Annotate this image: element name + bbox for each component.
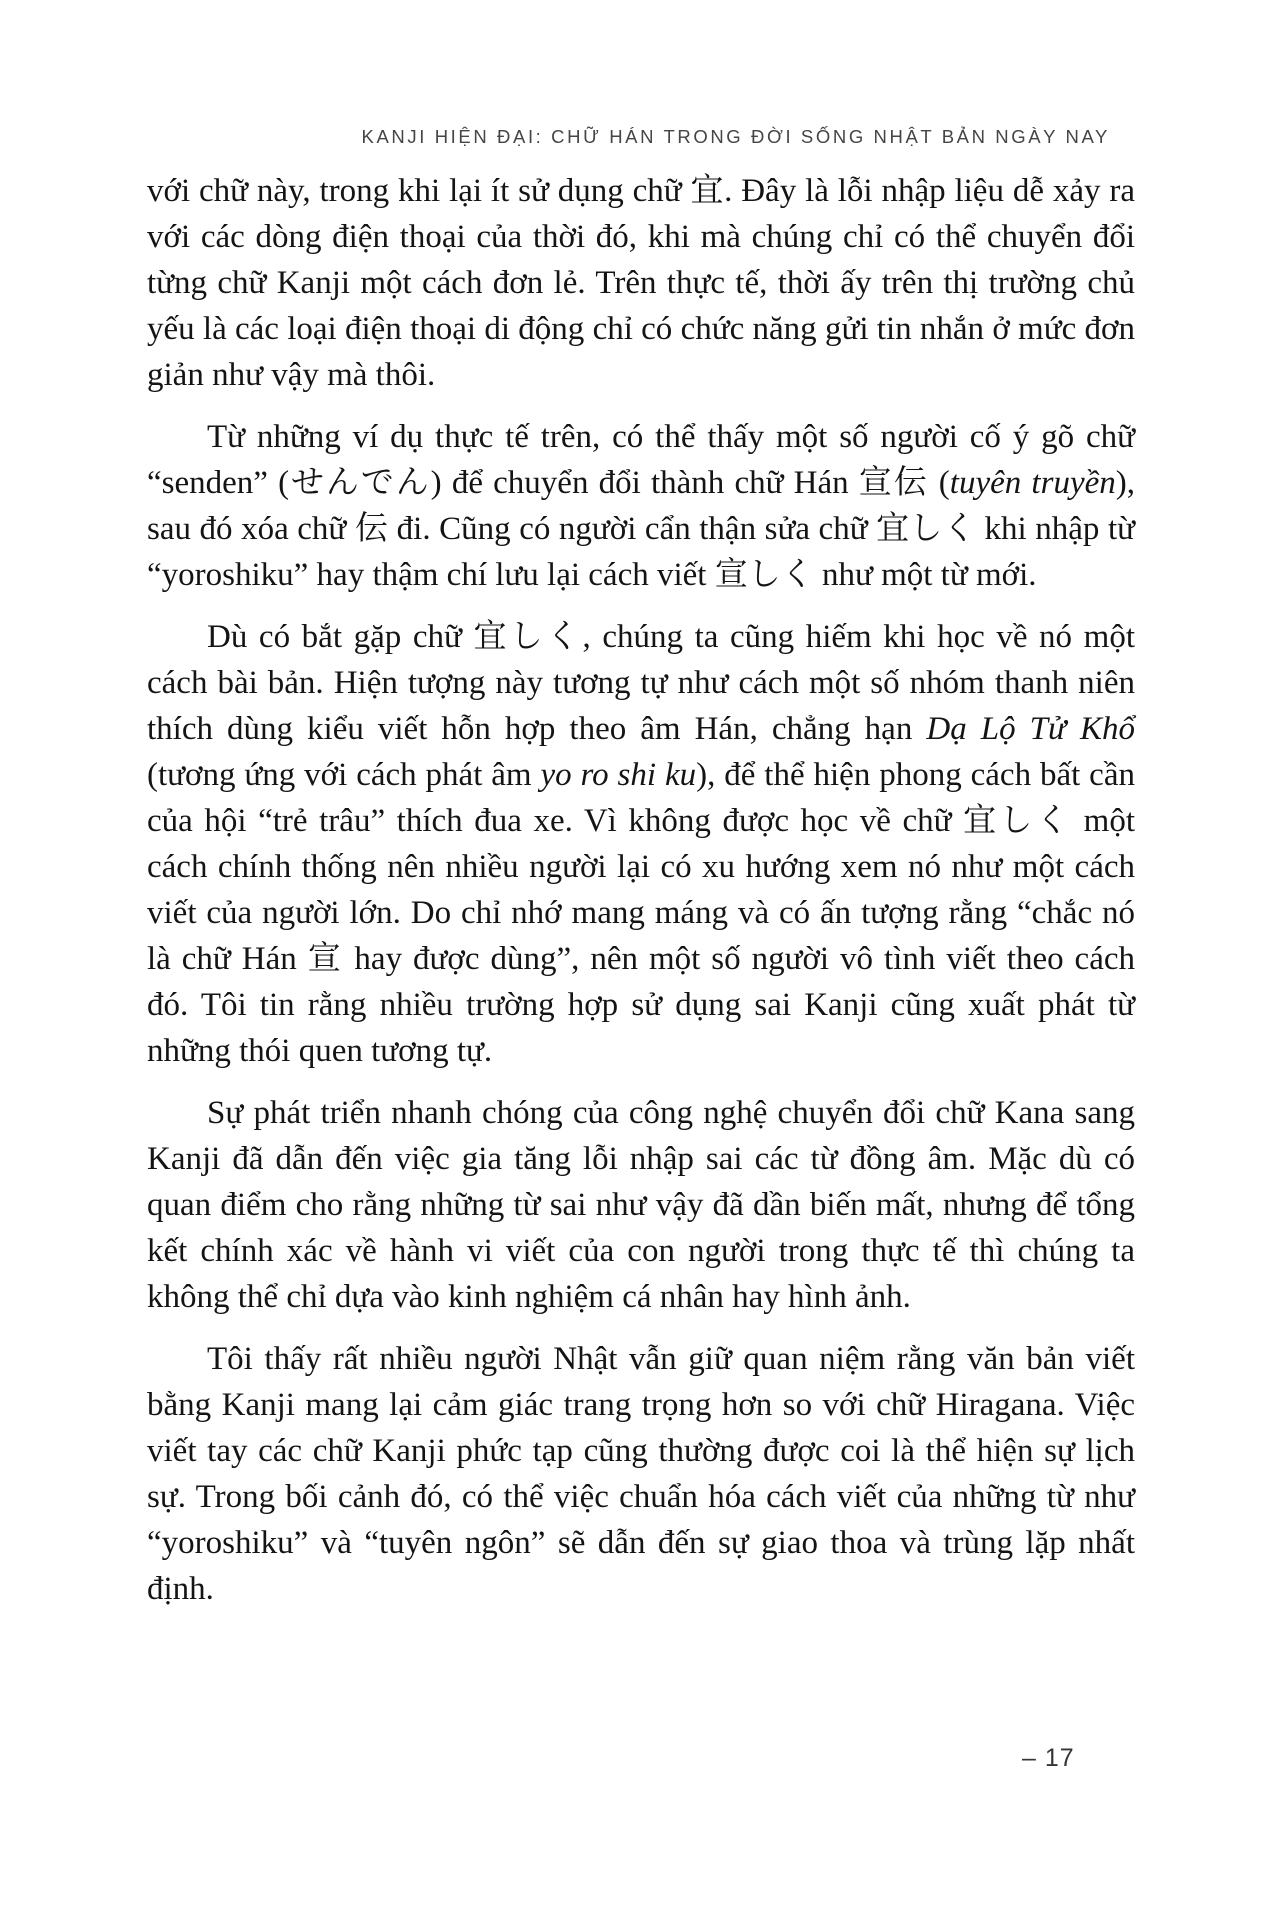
italic-text-segment: Dạ Lộ Tử Khổ: [926, 711, 1135, 747]
paragraph: [147, 614, 1135, 1074]
text-segment: ), để thể hiện phong cách bất cần của hội “trẻ trâu” thích đua xe. Vì không được học về chữ 宜しく một cách chính thống nên nhiều người lại có xu hướng xem nó như một cách viết của người lớn. Do chỉ nhớ mang máng và có ấn tượng rằng “chắc nó là chữ Hán 宣 hay được dùng”, nên một số người vô tình viết theo cách đó. Tôi tin rằng nhiều trường hợp sử dụng sai Kanji cũng xuất phát từ những thói quen tương tự.: [147, 757, 1135, 1069]
paragraph: [147, 1090, 1135, 1320]
page-number: – 17: [1022, 1744, 1075, 1772]
paragraph: [147, 168, 1135, 398]
text-segment: với chữ này, trong khi lại ít sử dụng chữ 宜. Đây là lỗi nhập liệu dễ xảy ra với các dòng điện thoại của thời đó, khi mà chúng chỉ có thể chuyển đổi từng chữ Kanji một cách đơn lẻ. Trên thực tế, thời ấy trên thị trường chủ yếu là các loại điện thoại di động chỉ có chức năng gửi tin nhắn ở mức đơn giản như vậy mà thôi.: [147, 173, 1135, 393]
text-segment: (tương ứng với cách phát âm: [147, 757, 541, 793]
text-segment: Từ những ví dụ thực tế trên, có thể thấy một số người cố ý gõ chữ “senden” (せんでん) để chuyển đổi thành chữ Hán 宣伝 (: [147, 419, 1135, 501]
text-segment: Tôi thấy rất nhiều người Nhật vẫn giữ quan niệm rằng văn bản viết bằng Kanji mang lại cảm giác trang trọng hơn so với chữ Hiragana. Việc viết tay các chữ Kanji phức tạp cũng thường được coi là thể hiện sự lịch sự. Trong bối cảnh đó, có thể việc chuẩn hóa cách viết của những từ như “yoroshiku” và “tuyên ngôn” sẽ dẫn đến sự giao thoa và trùng lặp nhất định.: [147, 1341, 1135, 1607]
italic-text-segment: yo ro shi ku: [540, 757, 697, 793]
paragraph: [147, 414, 1135, 598]
text-segment: ), sau đó xóa chữ 伝 đi. Cũng có người cẩn thận sửa chữ 宜しく khi nhập từ “yoroshiku” hay thậm chí lưu lại cách viết 宣しく như một từ mới.: [147, 465, 1135, 593]
body-text: [147, 168, 1135, 1628]
italic-text-segment: tuyên truyền: [949, 465, 1116, 501]
text-segment: Sự phát triển nhanh chóng của công nghệ chuyển đổi chữ Kana sang Kanji đã dẫn đến việc gia tăng lỗi nhập sai các từ đồng âm. Mặc dù có quan điểm cho rằng những từ sai như vậy đã dần biến mất, nhưng để tổng kết chính xác về hành vi viết của con người trong thực tế thì chúng ta không thể chỉ dựa vào kinh nghiệm cá nhân hay hình ảnh.: [147, 1095, 1135, 1315]
paragraph: [147, 1336, 1135, 1612]
running-header: KANJI HIỆN ĐẠI: CHỮ HÁN TRONG ĐỜI SỐNG NHẬT BẢN NGÀY NAY: [361, 126, 1110, 147]
text-segment: Dù có bắt gặp chữ 宜しく, chúng ta cũng hiếm khi học về nó một cách bài bản. Hiện tượng này tương tự như cách một số nhóm thanh niên thích dùng kiểu viết hỗn hợp theo âm Hán, chẳng hạn: [147, 619, 1135, 747]
